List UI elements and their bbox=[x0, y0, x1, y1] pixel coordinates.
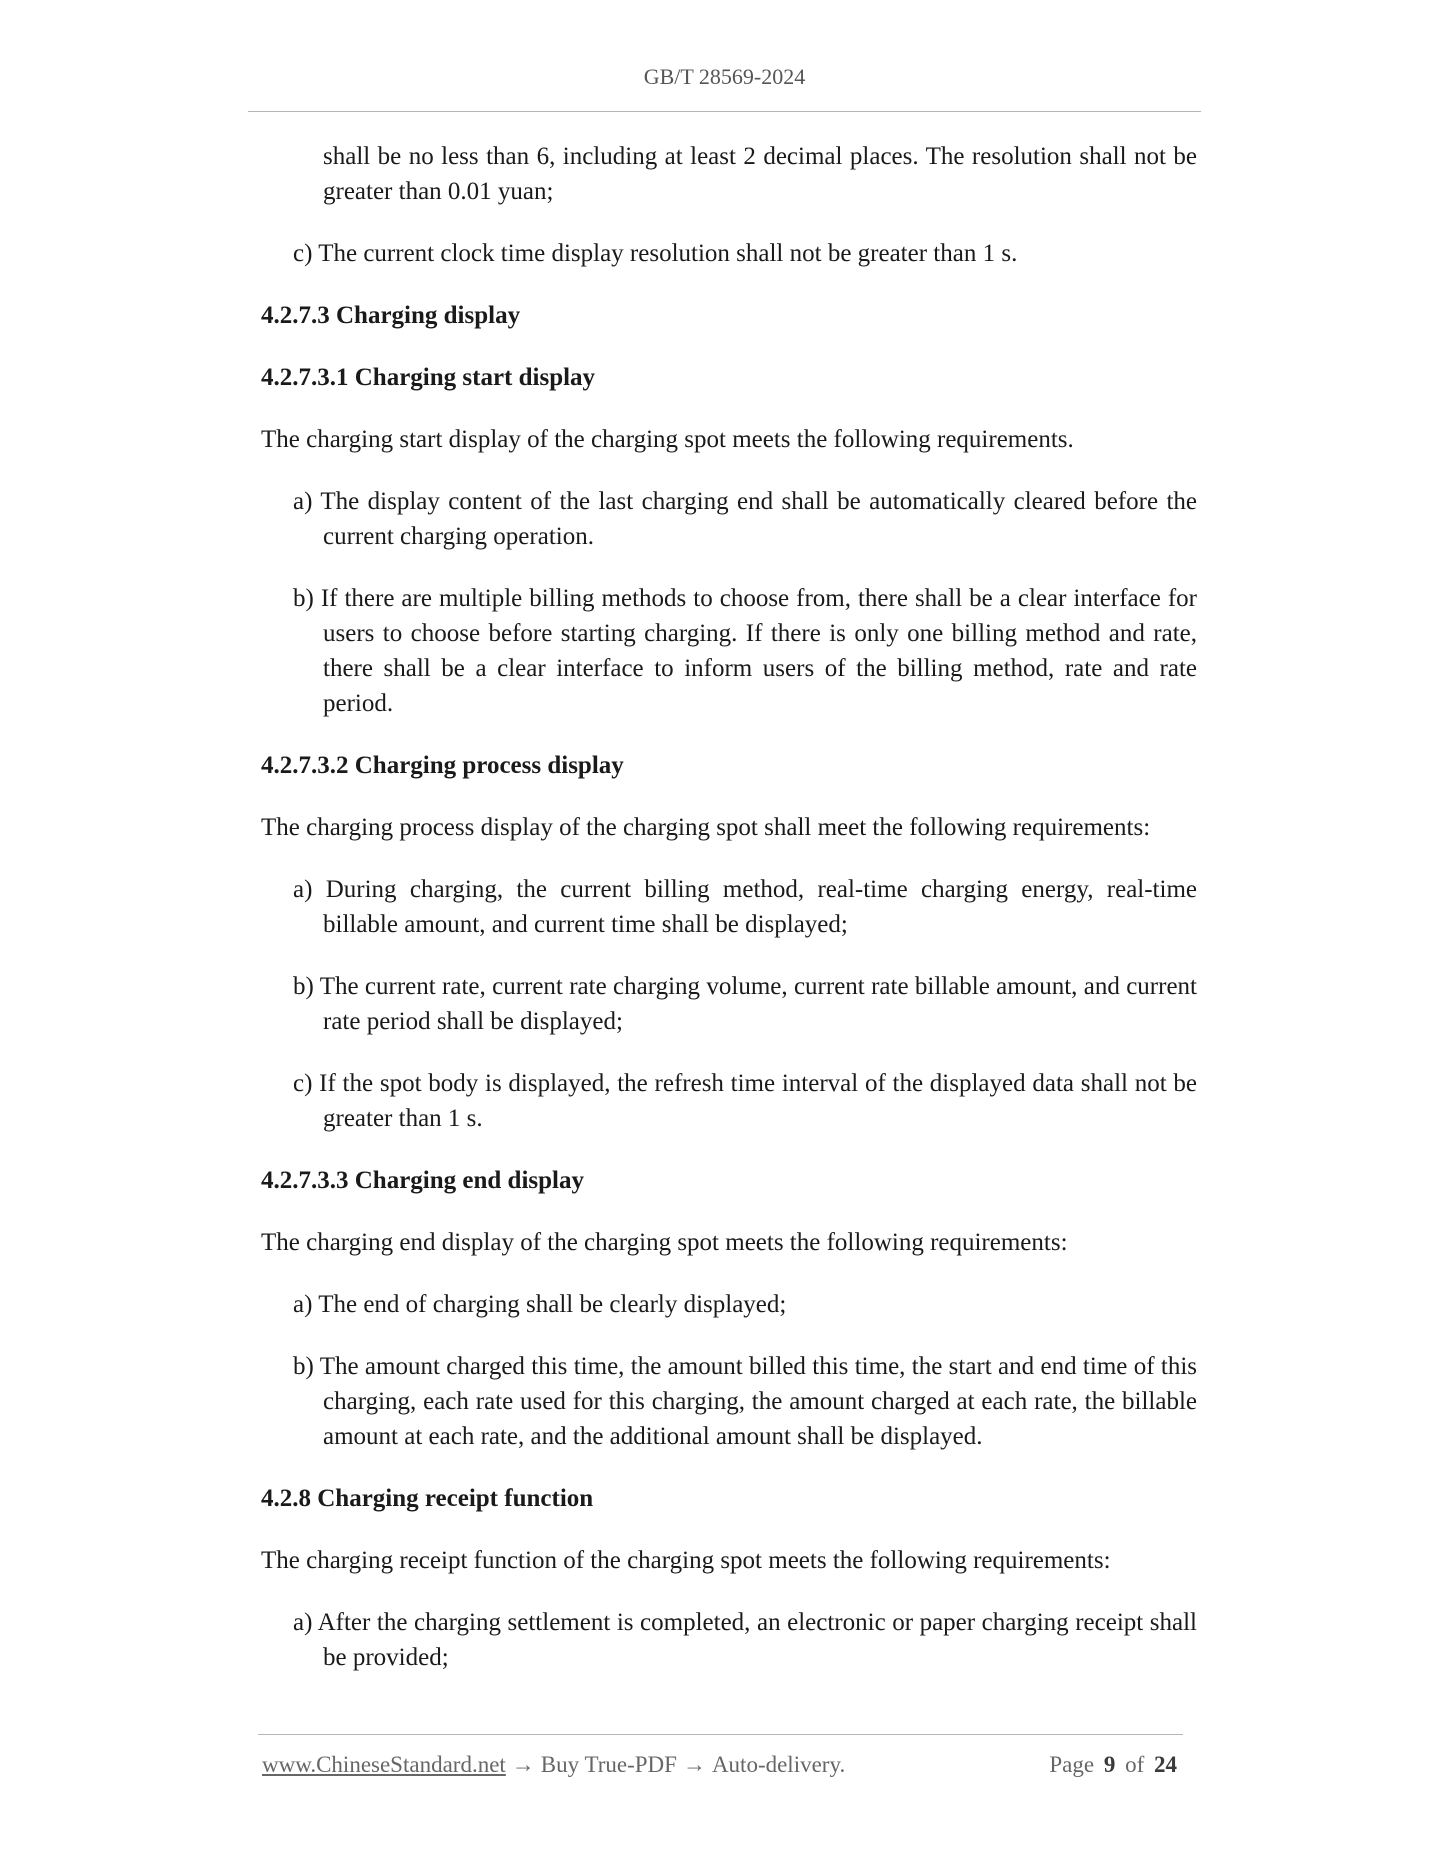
body-paragraph: The charging end display of the charging spot meets the following requirements: bbox=[261, 1229, 1068, 1256]
of-label: of bbox=[1125, 1752, 1145, 1777]
footer-promo bbox=[262, 1752, 845, 1778]
right-arrow-icon: → bbox=[682, 1752, 706, 1777]
website-link[interactable]: www.ChineseStandard.net bbox=[262, 1752, 506, 1777]
list-item: c) The current clock time display resolution shall not be greater than 1 s. bbox=[293, 240, 1018, 267]
list-item: c) If the spot body is displayed, the refresh time interval of the displayed data shall not be greater than 1 s. bbox=[293, 1070, 1197, 1132]
body-paragraph: The charging start display of the charging spot meets the following requirements. bbox=[261, 426, 1074, 453]
section-heading: 4.2.8 Charging receipt function bbox=[261, 1485, 594, 1512]
buy-text: Buy True-PDF bbox=[540, 1752, 677, 1777]
section-heading: 4.2.7.3.3 Charging end display bbox=[261, 1167, 584, 1194]
right-arrow-icon: → bbox=[511, 1752, 535, 1777]
body-paragraph: The charging receipt function of the charging spot meets the following requirements: bbox=[261, 1547, 1111, 1574]
list-item: a) The end of charging shall be clearly displayed; bbox=[293, 1291, 787, 1318]
list-item: a) During charging, the current billing method, real-time charging energy, real-time billable amount, and current time shall be displayed; bbox=[293, 876, 1197, 938]
current-page-number: 9 bbox=[1103, 1752, 1116, 1777]
page-footer bbox=[262, 1752, 1181, 1778]
document-body bbox=[261, 139, 1197, 1702]
section-heading: 4.2.7.3.2 Charging process display bbox=[261, 752, 624, 779]
list-item: a) The display content of the last charging end shall be automatically cleared before the current charging operation. bbox=[293, 488, 1197, 550]
list-item: a) After the charging settlement is completed, an electronic or paper charging receipt shall be provided; bbox=[293, 1609, 1197, 1671]
total-pages: 24 bbox=[1154, 1752, 1177, 1777]
delivery-text: Auto-delivery. bbox=[711, 1752, 846, 1777]
section-heading: 4.2.7.3 Charging display bbox=[261, 302, 521, 329]
header-divider bbox=[248, 111, 1201, 112]
section-heading: 4.2.7.3.1 Charging start display bbox=[261, 364, 596, 391]
page-label: Page bbox=[1049, 1752, 1095, 1777]
page-indicator bbox=[1049, 1752, 1181, 1778]
footer-divider bbox=[258, 1734, 1183, 1735]
list-item: b) The current rate, current rate charging volume, current rate billable amount, and current rate period shall be displayed; bbox=[293, 973, 1197, 1035]
continued-paragraph: shall be no less than 6, including at least 2 decimal places. The resolution shall not be greater than 0.01 yuan; bbox=[323, 143, 1197, 205]
list-item: b) The amount charged this time, the amount billed this time, the start and end time of this charging, each rate used for this charging, the amount charged at each rate, the billable amount at each rate, and the additional amount shall be displayed. bbox=[293, 1353, 1197, 1450]
page-header-title: GB/T 28569-2024 bbox=[643, 64, 806, 89]
body-paragraph: The charging process display of the charging spot shall meet the following requirements: bbox=[261, 814, 1151, 841]
list-item: b) If there are multiple billing methods to choose from, there shall be a clear interface for users to choose before starting charging. If there is only one billing method and rate, there shall be a clear interface to inform users of the billing method, rate and rate period. bbox=[293, 585, 1197, 717]
